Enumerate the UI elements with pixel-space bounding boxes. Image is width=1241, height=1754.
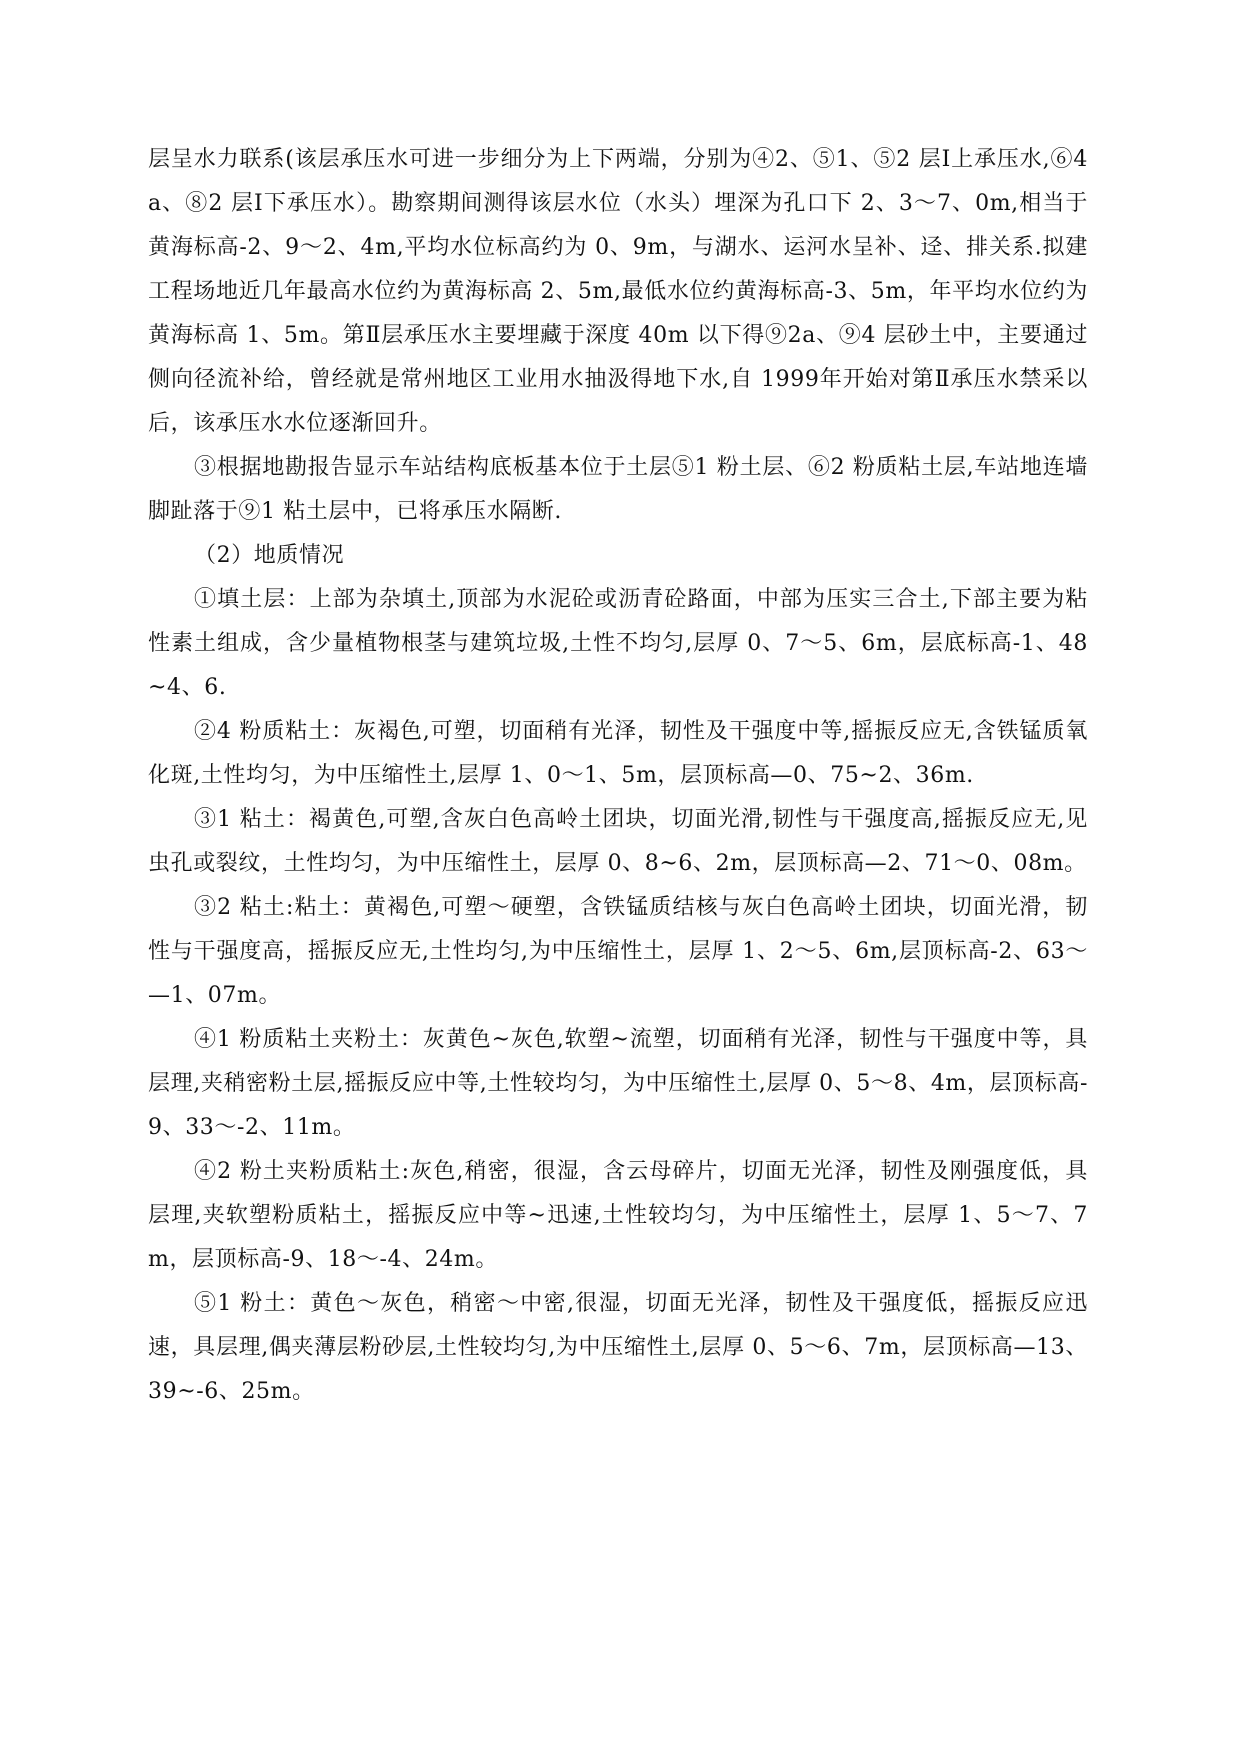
paragraph-silt-5-1: ⑤1 粉土：黄色～灰色，稍密～中密,很湿，切面无光泽，韧性及干强度低，摇振反应迅速，具层理,偶夹薄层粉砂层,土性较均匀,为中压缩性土,层厚 0、5～6、7m，层顶标高—13、39~-6、25m。 — [148, 1291, 1088, 1404]
paragraph-silty-clay-4-1: ④1 粉质粘土夹粉土：灰黄色~灰色,软塑~流塑，切面稍有光泽，韧性与干强度中等，具层理,夹稍密粉土层,摇振反应中等,土性较均匀，为中压缩性土,层厚 0、5～8、4m，层顶标高-9、33～-2、11m。 — [148, 1027, 1088, 1140]
paragraph-survey-report-note: ③根据地勘报告显示车站结构底板基本位于土层⑤1 粉土层、⑥2 粉质粘土层,车站地连墙脚趾落于⑨1 粘土层中，已将承压水隔断. — [148, 455, 1088, 524]
paragraph-clay-3-1: ③1 粘土：褐黄色,可塑,含灰白色高岭土团块，切面光滑,韧性与干强度高,摇振反应无,见虫孔或裂纹，土性均匀，为中压缩性土，层厚 0、8~6、2m，层顶标高—2、71～0、08m。 — [148, 807, 1088, 876]
paragraph-silt-4-2: ④2 粉土夹粉质粘土:灰色,稍密，很湿，含云母碎片，切面无光泽，韧性及刚强度低，具层理,夹软塑粉质粘土，摇振反应中等~迅速,土性较均匀，为中压缩性土，层厚 1、5～7、7m，层顶标高-9、18～-4、24m。 — [148, 1159, 1088, 1272]
paragraph-clay-3-2: ③2 粘土:粘土：黄褐色,可塑～硬塑，含铁锰质结核与灰白色高岭土团块，切面光滑，韧性与干强度高，摇振反应无,土性均匀,为中压缩性土，层厚 1、2～5、6m,层顶标高-2、63～—1、07m。 — [148, 895, 1088, 1008]
section-heading-geology: （2）地质情况 — [194, 543, 345, 568]
paragraph-fill-layer: ①填土层：上部为杂填土,顶部为水泥砼或沥青砼路面，中部为压实三合土,下部主要为粘性素土组成，含少量植物根茎与建筑垃圾,土性不均匀,层厚 0、7～5、6m，层底标高-1、48~4、6. — [148, 587, 1088, 700]
body-text — [148, 138, 1088, 1414]
paragraph-groundwater-confined: 层呈水力联系(该层承压水可进一步细分为上下两端，分别为④2、⑤1、⑤2 层Ⅰ上承压水,⑥4a、⑧2 层Ⅰ下承压水）。勘察期间测得该层水位（水头）埋深为孔口下 2、3～7、0m,相当于黄海标高-2、9～2、4m,平均水位标高约为 0、9m，与湖水、运河水呈补、迳、排关系.拟建工程场地近几年最高水位约为黄海标高 2、5m,最低水位约黄海标高-3、5m，年平均水位约为黄海标高 1、5m。第Ⅱ层承压水主要埋藏于深度 40m 以下得⑨2a、⑨4 层砂土中，主要通过侧向径流补给，曾经就是常州地区工业用水抽汲得地下水,自 1999年开始对第Ⅱ承压水禁采以后，该承压水水位逐渐回升。 — [148, 147, 1088, 436]
paragraph-silty-clay-2-4: ②4 粉质粘土：灰褐色,可塑，切面稍有光泽，韧性及干强度中等,摇振反应无,含铁锰质氧化斑,土性均匀，为中压缩性土,层厚 1、0～1、5m，层顶标高—0、75~2、36m. — [148, 719, 1088, 788]
